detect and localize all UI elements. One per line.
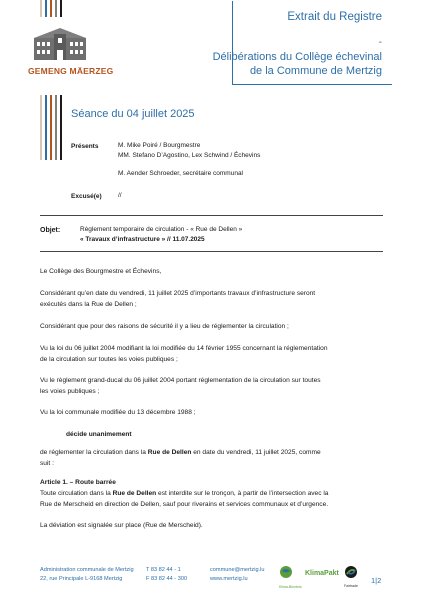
fairtrade-caption: Fairtrade	[344, 584, 359, 588]
body-vu-loi-2004	[40, 343, 385, 365]
body-considerant-1	[40, 288, 385, 310]
klimapakt-logo: KlimaPakt	[305, 570, 339, 577]
article-1-text-pre: Toute circulation dans la	[40, 490, 111, 497]
klima-buendnis-caption: Klima-Bündnis	[279, 585, 302, 589]
article-1-body	[40, 488, 385, 510]
title-separator: -	[378, 37, 382, 48]
vu-loi-2004-line-1: Vu la loi du 06 juillet 2004 modifiant la loi modifiée du 14 février 1955 concernant la réglementation	[40, 345, 328, 352]
article-1-deviation: La déviation est signalée sur place (Rue de Merscheid).	[40, 522, 203, 529]
objet-line-1: Règlement temporaire de circulation - « Rue de Dellen »	[80, 226, 243, 233]
town-hall-icon	[30, 26, 90, 62]
excuses-label: Excusé(e)	[71, 193, 102, 200]
vu-loi-2004-line-2: de la circulation sur toutes les voies publiques ;	[40, 356, 178, 363]
footer-phone	[146, 566, 187, 584]
article-1-line-2: Rue de Merscheid en direction de Dellen, sauf pour riverains et services communaux et d’urgence.	[40, 501, 329, 508]
decision-line-2: suit :	[40, 460, 54, 467]
article-1-line-1	[40, 488, 385, 499]
article-1-text-post: est interdite sur le tronçon, à partir de l’intersection avec la	[158, 490, 329, 497]
header-decor-stripes	[40, 0, 62, 17]
globe-icon	[279, 565, 293, 579]
side-decor-stripes	[40, 95, 62, 160]
presents-label: Présents	[71, 143, 99, 150]
body-intro: Le Collège des Bourgmestre et Échevins,	[40, 268, 162, 275]
decision-street: Rue de Dellen	[147, 449, 192, 456]
footer-tel: T 83 82 44 - 1	[146, 567, 181, 573]
body-vu-loi-communale: Vu la loi communale modifiée du 13 décembre 1988 ;	[40, 409, 196, 416]
vu-reglement-line-1: Vu le règlement grand-ducal du 06 juillet 2004 portant réglementation de la circulation sur toutes	[40, 377, 321, 384]
considerant-1-line-2: exécutés dans la Rue de Dellen ;	[40, 301, 137, 308]
decision-text-post: en date du vendredi, 11 juillet 2025, comme	[193, 449, 321, 456]
footer-address-line-1: Administration communale de Mertzig	[40, 567, 134, 573]
brand-name: GEMENG MÄERZEG	[28, 66, 114, 76]
presents-line-2: MM. Stefano D’Agostino, Lex Schwind / Échevins	[118, 152, 261, 159]
footer-address	[40, 566, 134, 584]
decision-heading: décide unanimement	[66, 431, 132, 438]
footer-address-line-2: 22, rue Principale L-9168 Mertzig	[40, 576, 123, 582]
register-subtitle	[213, 50, 382, 78]
footer-email[interactable]: commune@mertzig.lu	[210, 567, 265, 573]
article-1-street: Rue de Dellen	[112, 490, 157, 497]
register-title-box	[212, 1, 392, 85]
considerant-1-line-1: Considérant qu’en date du vendredi, 11 juillet 2025 d’importants travaux d’infrastructure seront	[40, 290, 316, 297]
divider-bottom	[40, 251, 383, 252]
subtitle-line-1: Délibérations du Collège échevinal	[212, 51, 382, 63]
objet-label: Objet:	[40, 227, 61, 234]
footer-fax: F 83 82 44 - 300	[146, 576, 188, 582]
subtitle-line-2: de la Commune de Mertzig	[249, 65, 382, 77]
fairtrade-icon	[344, 565, 358, 579]
divider-top	[40, 215, 383, 216]
footer-website[interactable]: www.mertzig.lu	[210, 576, 248, 582]
register-title: Extrait du Registre	[287, 11, 382, 23]
commune-logo	[30, 26, 90, 62]
page-number: 1|2	[371, 576, 382, 585]
body-vu-reglement	[40, 375, 385, 397]
klima-buendnis-logo	[279, 565, 302, 589]
footer-contact	[210, 566, 265, 584]
article-1-title: Article 1. – Route barrée	[40, 479, 116, 486]
decision-text-pre: de réglementer la circulation dans la	[40, 449, 146, 456]
excuses-value: //	[118, 192, 122, 199]
fairtrade-logo	[344, 565, 358, 588]
objet-line-2: « Travaux d’infrastructure » // 11.07.2025	[80, 236, 205, 243]
presents-line-1: M. Mike Poiré / Bourgmestre	[118, 142, 201, 149]
body-considerant-2: Considérant que pour des raisons de sécurité il y a lieu de réglementer la circulation ;	[40, 323, 289, 330]
vu-reglement-line-2: les voies publiques ;	[40, 388, 100, 395]
presents-line-3: M. Aender Schroeder, secrétaire communal	[118, 170, 244, 177]
decision-line-1	[40, 447, 385, 458]
session-date: Séance du 04 juillet 2025	[71, 108, 195, 120]
body-decision	[40, 447, 385, 469]
